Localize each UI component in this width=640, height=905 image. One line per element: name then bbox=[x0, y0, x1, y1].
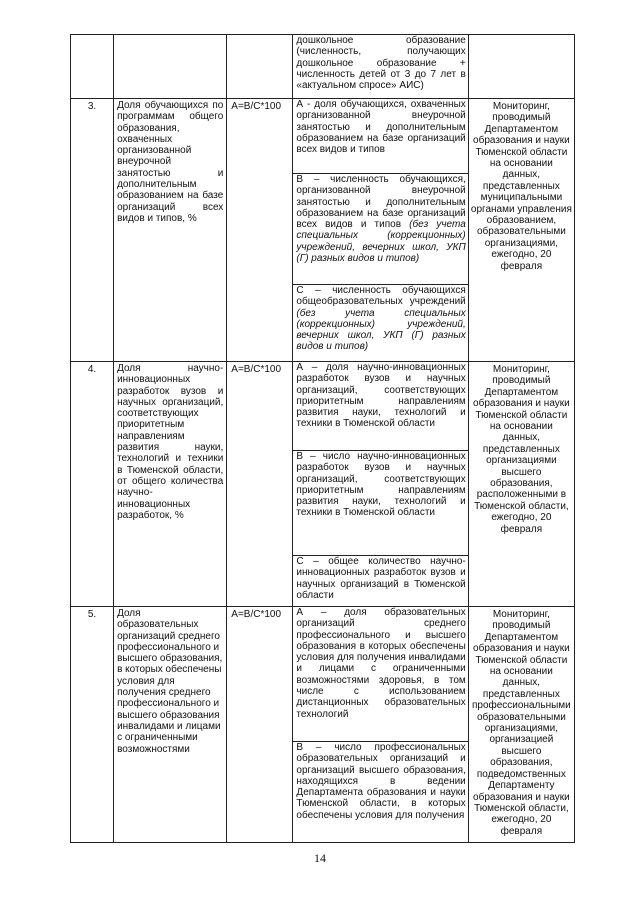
table-row bbox=[71, 607, 575, 843]
definition-text: дошкольное образование (численность, получающих дошкольное образование + численность детей от 3 до 7 лет в «актуальном спросе» АИС) bbox=[296, 35, 466, 92]
definition-item bbox=[293, 607, 467, 742]
definitions-cell bbox=[293, 35, 468, 99]
definitions-cell bbox=[293, 99, 468, 362]
monitoring-method: Мониторинг, проводимый Департаментом образования и науки Тюменской области на основании данных, представленных профессиональными образовательными организациями, организацией высшего образования, подведомственных Департаменту образования и науки Тюменской области, ежегодно, 20 февраля bbox=[468, 607, 574, 843]
definition-text: А – доля научно-инновационных разработок вузов и научных организаций, соответствующих приоритетным направлениям развития науки, технологий и техники в Тюменской области bbox=[296, 362, 466, 430]
indicator-name: Доля обучающихся по программам общего образования, охваченных организованной внеурочной занятостью и дополнительным образованием на базе организаций всех видов и типов, % bbox=[114, 99, 227, 362]
definitions-cell bbox=[293, 607, 468, 843]
definitions-cell bbox=[293, 362, 468, 607]
definition-item bbox=[293, 362, 467, 451]
indicator-name: Доля образовательных организаций среднего профессионального и высшего образования, в которых обеспечены условия для получения среднего профессионального и высшего образования инвалидами и лицами с ограниченными возможностями bbox=[114, 607, 227, 843]
row-number: 5. bbox=[71, 607, 114, 843]
definition-text: В – число профессиональных образовательных организаций и организаций высшего образования, находящихся в ведении Департамента образования и науки Тюменской области, в которых обеспечены условия для получения bbox=[296, 742, 466, 821]
definition-item bbox=[293, 742, 467, 842]
definition-item bbox=[293, 556, 467, 606]
formula: A=B/C*100 bbox=[227, 362, 293, 607]
page-number: 14 bbox=[314, 851, 326, 865]
definition-text: А - доля обучающихся, охваченных организованной внеурочной занятостью и дополнительным образованием на базе организаций всех видов и типов bbox=[296, 99, 466, 156]
table-row bbox=[71, 35, 575, 99]
formula: A=B/C*100 bbox=[227, 99, 293, 362]
definition-text: С – численность обучающихся общеобразовательных учреждений bbox=[296, 285, 466, 308]
row-number bbox=[71, 35, 114, 99]
indicators-table bbox=[70, 34, 575, 843]
definition-note: (без учета специальных (коррекционных) учреждений, вечерних школ, УКП (Г) разных видов и типов) bbox=[296, 307, 466, 353]
table-row bbox=[71, 99, 575, 362]
definition-text: В – численность обучающихся, организованной внеурочной занятостью и дополнительным образованием на базе организаций всех видов и типов bbox=[296, 174, 466, 231]
formula bbox=[227, 35, 293, 99]
formula: A=B/C*100 bbox=[227, 607, 293, 843]
definition-note: (без учета специальных (коррекционных) учреждений, вечерних школ, УКП (Г) разных видов и типов) bbox=[296, 219, 466, 265]
definition-item bbox=[293, 285, 467, 361]
indicator-name bbox=[114, 35, 227, 99]
monitoring-method: Мониторинг, проводимый Департаментом образования и науки Тюменской области на основании данных, представленных муниципальными органами управления образованием, образовательными организациями, ежегодно, 20 февраля bbox=[468, 99, 574, 362]
definition-text: А – доля образовательных организаций среднего профессионального и высшего образования в которых обеспечены условия для получения инвалидами и лицами с ограниченными возможностями здоровья, в том числе с использованием дистанционных образовательных технологий bbox=[296, 607, 466, 720]
indicator-name: Доля научно-инновационных разработок вузов и научных организаций, соответствующих приоритетным направлениям развития науки, технологий и техники в Тюменской области, от общего количества научно-инновационных разработок, % bbox=[114, 362, 227, 607]
table-row bbox=[71, 362, 575, 607]
row-number: 3. bbox=[71, 99, 114, 362]
monitoring-method: Мониторинг, проводимый Департаментом образования и науки Тюменской области на основании данных, представленных организациями высшего образования, расположенными в Тюменской области, ежегодно, 20 февраля bbox=[468, 362, 574, 607]
definition-text: В – число научно-инновационных разработок вузов и научных организаций, соответствующих приоритетным направлениям развития науки, технологий и техники в Тюменской области bbox=[296, 451, 466, 519]
definition-item bbox=[293, 99, 467, 174]
definition-text: С – общее количество научно-инновационных разработок вузов и научных организаций в Тюменской области bbox=[296, 556, 466, 601]
definition-item bbox=[293, 174, 467, 285]
monitoring-method bbox=[468, 35, 574, 99]
row-number: 4. bbox=[71, 362, 114, 607]
definition-item bbox=[293, 35, 467, 97]
definition-item bbox=[293, 451, 467, 556]
